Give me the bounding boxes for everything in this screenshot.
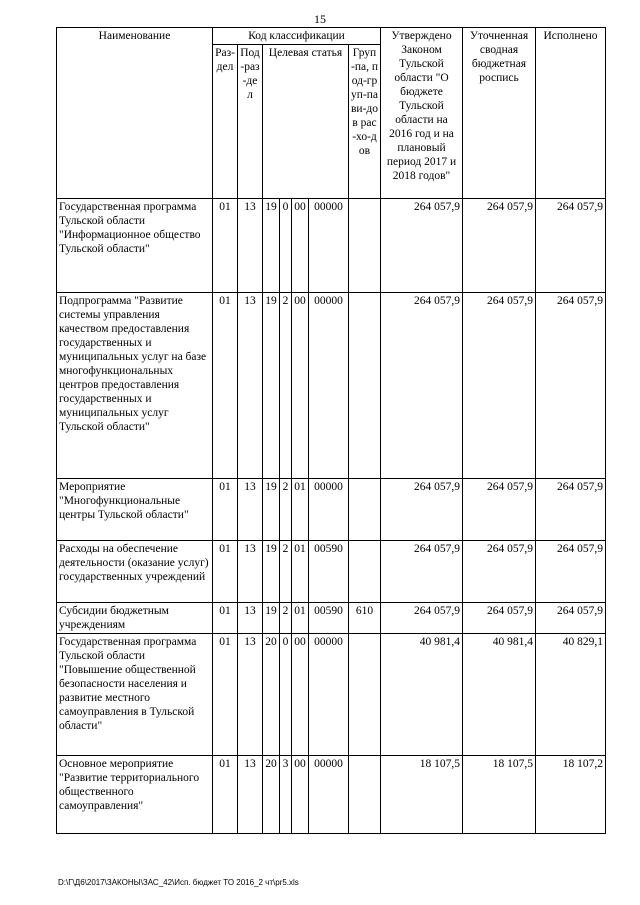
row-group: [349, 634, 381, 756]
file-path-footer: D:\Г\Д6\2017\ЗАКОНЫ\ЗАС_42\Исп. бюджет ТО 2016_2 чт\pr5.xls: [58, 878, 299, 887]
budget-table: [56, 27, 606, 834]
header-executed: Исполнено: [536, 28, 606, 199]
row-executed: 18 107,2: [536, 756, 606, 834]
row-refined: 264 057,9: [463, 541, 536, 603]
row-target-direction: 00590: [309, 603, 349, 634]
row-refined: 264 057,9: [463, 479, 536, 541]
row-refined: 264 057,9: [463, 603, 536, 634]
row-approved: 264 057,9: [381, 479, 463, 541]
row-target-direction: 00590: [309, 541, 349, 603]
row-approved: 264 057,9: [381, 293, 463, 479]
row-podrazdel: 13: [238, 603, 263, 634]
row-target-subprogram: 3: [280, 756, 292, 834]
row-approved: 264 057,9: [381, 603, 463, 634]
row-razdel: 01: [213, 603, 238, 634]
row-target-direction: 00000: [309, 293, 349, 479]
row-razdel: 01: [213, 293, 238, 479]
row-podrazdel: 13: [238, 293, 263, 479]
row-refined: 264 057,9: [463, 199, 536, 293]
row-podrazdel: 13: [238, 479, 263, 541]
row-target-direction: 00000: [309, 199, 349, 293]
table-row: [57, 479, 606, 541]
row-target-subprogram: 2: [280, 541, 292, 603]
row-target-subprogram: 2: [280, 293, 292, 479]
row-executed: 264 057,9: [536, 293, 606, 479]
row-target-subprogram: 2: [280, 479, 292, 541]
row-target-program: 20: [263, 756, 280, 834]
row-group: 610: [349, 603, 381, 634]
row-target-direction: 00000: [309, 756, 349, 834]
row-target-program: 19: [263, 603, 280, 634]
row-group: [349, 541, 381, 603]
row-group: [349, 756, 381, 834]
row-razdel: 01: [213, 756, 238, 834]
row-name: Расходы на обеспечение деятельности (оказание услуг) государственных учреждений: [57, 541, 213, 603]
row-target-event: 00: [292, 634, 309, 756]
row-target-event: 01: [292, 603, 309, 634]
row-target-program: 19: [263, 541, 280, 603]
row-name: Основное мероприятие "Развитие территориального общественного самоуправления": [57, 756, 213, 834]
row-approved: 264 057,9: [381, 199, 463, 293]
header-name: Наименование: [57, 28, 213, 199]
row-podrazdel: 13: [238, 634, 263, 756]
row-approved: 40 981,4: [381, 634, 463, 756]
table-row: [57, 603, 606, 634]
header-razdel: Раз-дел: [213, 45, 238, 199]
table-row: [57, 293, 606, 479]
row-approved: 264 057,9: [381, 541, 463, 603]
row-executed: 40 829,1: [536, 634, 606, 756]
row-target-event: 00: [292, 756, 309, 834]
header-target: Целевая статья: [263, 45, 349, 199]
row-refined: 18 107,5: [463, 756, 536, 834]
table-row: [57, 634, 606, 756]
row-target-program: 19: [263, 293, 280, 479]
row-refined: 40 981,4: [463, 634, 536, 756]
page-number: 15: [314, 12, 326, 26]
header-podrazdel: Под-раз-дел: [238, 45, 263, 199]
row-target-subprogram: 2: [280, 603, 292, 634]
row-podrazdel: 13: [238, 199, 263, 293]
row-target-program: 19: [263, 199, 280, 293]
row-razdel: 01: [213, 199, 238, 293]
row-refined: 264 057,9: [463, 293, 536, 479]
header-code-group: Код классификации: [213, 28, 381, 45]
row-podrazdel: 13: [238, 756, 263, 834]
row-name: Государственная программа Тульской области "Повышение общественной безопасности населения и развитие местного самоуправления в Тульской области": [57, 634, 213, 756]
table-row: [57, 199, 606, 293]
row-target-subprogram: 0: [280, 199, 292, 293]
row-approved: 18 107,5: [381, 756, 463, 834]
row-target-event: 00: [292, 199, 309, 293]
row-podrazdel: 13: [238, 541, 263, 603]
row-razdel: 01: [213, 479, 238, 541]
row-name: Субсидии бюджетным учреждениям: [57, 603, 213, 634]
row-target-event: 01: [292, 479, 309, 541]
row-executed: 264 057,9: [536, 199, 606, 293]
row-group: [349, 479, 381, 541]
row-target-event: 01: [292, 541, 309, 603]
row-target-subprogram: 0: [280, 634, 292, 756]
row-razdel: 01: [213, 541, 238, 603]
header-refined: Уточненная сводная бюджетная роспись: [463, 28, 536, 199]
row-executed: 264 057,9: [536, 603, 606, 634]
row-executed: 264 057,9: [536, 479, 606, 541]
header-approved: Утверждено Законом Тульской области "О бюджете Тульской области на 2016 год и на плановый период 2017 и 2018 годов": [381, 28, 463, 199]
row-target-program: 20: [263, 634, 280, 756]
row-target-event: 00: [292, 293, 309, 479]
table-row: [57, 756, 606, 834]
row-group: [349, 293, 381, 479]
row-group: [349, 199, 381, 293]
row-target-direction: 00000: [309, 479, 349, 541]
row-name: Подпрограмма "Развитие системы управления качеством предоставления государственных и муниципальных услуг на базе многофункциональных центров предоставления государственных и муниципальных услуг Тульской области": [57, 293, 213, 479]
table-row: [57, 541, 606, 603]
row-target-program: 19: [263, 479, 280, 541]
row-executed: 264 057,9: [536, 541, 606, 603]
row-razdel: 01: [213, 634, 238, 756]
header-group: Груп-па, под-груп-па ви-дов рас-хо-дов: [349, 45, 381, 199]
row-name: Государственная программа Тульской области "Информационное общество Тульской области": [57, 199, 213, 293]
row-target-direction: 00000: [309, 634, 349, 756]
row-name: Мероприятие "Многофункциональные центры Тульской области": [57, 479, 213, 541]
